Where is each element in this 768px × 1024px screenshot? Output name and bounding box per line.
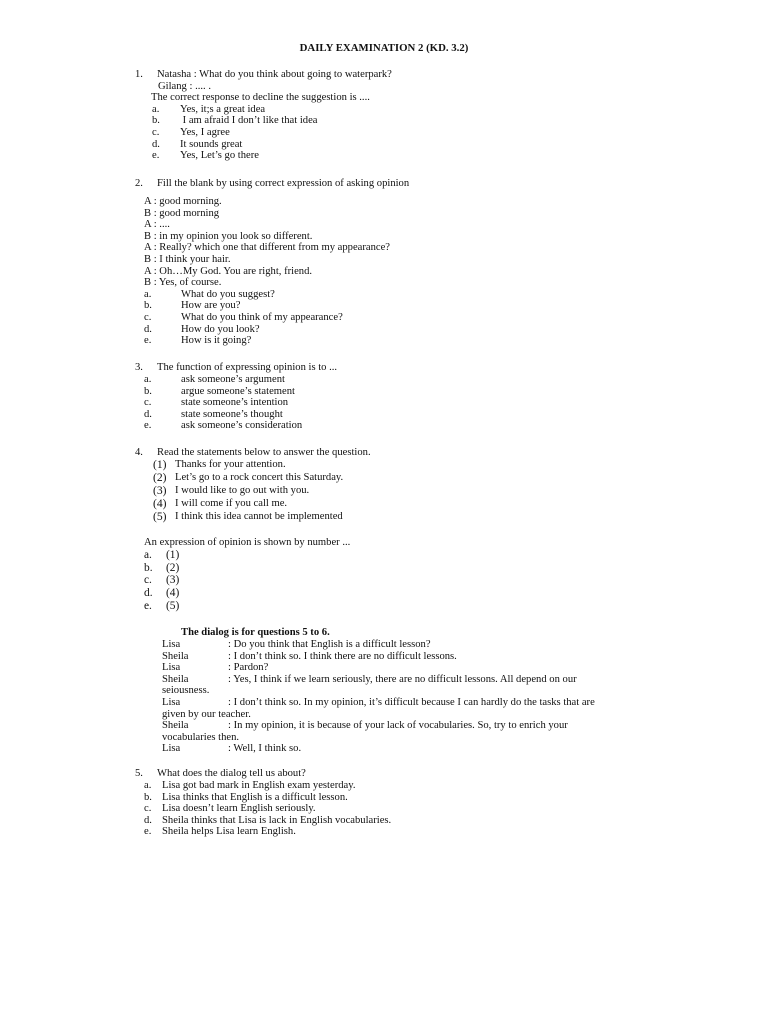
question-2-dialog [144,196,390,347]
question-3 [135,362,337,374]
dialog-row [162,697,667,709]
answer-option-a[interactable]: a. What do you suggest? [144,288,275,300]
answer-option-d[interactable]: d. It sounds great [152,138,243,150]
answer-option-c[interactable]: c. (3) [144,574,180,587]
answer-option-a[interactable]: a. ask someone’s argument [144,374,285,385]
question-prompt: The correct response to decline the suggestion is .... [151,92,370,104]
question-prompt: Fill the blank by using correct expression of asking opinion [157,178,410,189]
dialog-row [162,720,667,732]
answer-option-d[interactable]: d. Sheila thinks that Lisa is lack in English vocabularies. [144,814,392,826]
answer-option-c[interactable]: c. Yes, I agree [152,126,230,138]
answer-option-b[interactable]: b. How are you? [144,300,241,312]
dialog-line: B : I think your hair. [144,253,231,265]
dialog-line: B : Yes, of course. [144,277,222,289]
speaker-name: Sheila [162,673,189,685]
question-5-options [144,780,391,838]
question-4-answer [144,537,350,613]
dialog-text: : Do you think that English is a difficult lesson? [228,639,431,650]
answer-option-d[interactable]: d. (4) [144,587,180,600]
dialog-continuation: vocabularies then. [162,731,240,743]
dialog-row [162,662,667,674]
question-number: 3. [135,362,143,373]
dialog-row [162,674,667,686]
dialog-text: : In my opinion, it is because of your lack of vocabularies. So, try to enrich your [228,720,568,732]
dialog-line: A : good morning. [144,196,222,207]
speaker-name: Lisa [162,639,181,650]
speaker-name: Sheila [162,650,189,662]
statement-item: (5) I think this idea cannot be implemented [153,509,343,523]
dialog-line: A : Oh…My God. You are right, friend. [144,265,313,277]
statement-list [153,459,343,523]
question-prompt: Read the statements below to answer the question. [157,447,371,458]
document-title: DAILY EXAMINATION 2 (KD. 3.2) [299,42,469,54]
dialog-text: : Well, I think so. [228,743,302,755]
answer-option-b[interactable]: b. argue someone’s statement [144,385,295,397]
question-5 [135,768,306,780]
question-3-options [144,374,302,432]
answer-option-e[interactable]: e. Yes, Let’s go there [152,150,259,162]
dialog-line: A : .... [144,219,170,231]
question-number: 1. [135,69,143,80]
question-2 [135,178,409,190]
dialog-block [162,639,667,755]
dialog-line: B : good morning [144,207,220,219]
dialog-text: : I don’t think so. In my opinion, it’s difficult because I can hardly do the tasks that are [228,696,595,708]
dialog-line: A : Really? which one that different from my appearance? [144,242,391,254]
dialog-row [162,651,667,663]
dialog-line: Gilang : .... . [158,80,211,92]
speaker-name: Lisa [162,743,181,755]
dialog-text: : Yes, I think if we learn seriously, there are no difficult lessons. All depend on our [228,673,577,685]
answer-option-b[interactable]: b. Lisa thinks that English is a difficult lesson. [144,791,348,803]
question-prompt: An expression of opinion is shown by number ... [144,537,351,548]
question-prompt: What does the dialog tell us about? [157,768,306,779]
dialog-continuation: seiousness. [162,685,210,697]
answer-option-a[interactable]: a. Yes, it;s a great idea [152,103,266,115]
statement-item: (1) Thanks for your attention. [153,458,286,471]
question-number: 5. [135,768,143,779]
dialog-row [162,743,667,755]
question-prompt: The function of expressing opinion is to ... [157,362,338,373]
speaker-name: Sheila [162,720,189,732]
dialog-text: : I don’t think so. I think there are no difficult lessons. [228,650,457,662]
answer-option-c[interactable]: c. state someone’s intention [144,397,289,409]
dialog-row [162,639,667,651]
answer-option-e[interactable]: e. Sheila helps Lisa learn English. [144,826,296,838]
statement-item: (3) I would like to go out with you. [153,483,310,497]
dialog-text: : Pardon? [228,662,269,674]
question-4 [135,447,371,459]
answer-option-d[interactable]: d. How do you look? [144,323,260,335]
dialog-continuation: given by our teacher. [162,708,251,720]
answer-option-e[interactable]: e. How is it going? [144,335,252,347]
question-number: 4. [135,447,143,458]
answer-option-e[interactable]: e. ask someone’s consideration [144,420,303,432]
statement-item: (2) Let’s go to a rock concert this Saturday. [153,470,344,484]
dialog-line: Natasha : What do you think about going to waterpark? [157,69,392,80]
statement-item: (4) I will come if you call me. [153,496,288,510]
dialog-line: B : in my opinion you look so different. [144,230,313,242]
answer-option-c[interactable]: c. Lisa doesn’t learn English seriously. [144,803,316,815]
speaker-name: Lisa [162,662,181,674]
question-1 [135,69,392,162]
answer-option-b[interactable]: b. I am afraid I don’t like that idea [152,115,318,127]
speaker-name: Lisa [162,696,181,708]
answer-option-a[interactable]: a. Lisa got bad mark in English exam yesterday. [144,780,356,791]
dialog-heading: The dialog is for questions 5 to 6. [181,627,330,638]
question-number: 2. [135,178,143,189]
answer-option-d[interactable]: d. state someone’s thought [144,408,283,420]
answer-option-c[interactable]: c. What do you think of my appearance? [144,311,343,323]
answer-option-a[interactable]: a. (1) [144,548,180,561]
answer-option-b[interactable]: b. (2) [144,561,180,574]
answer-option-e[interactable]: e. (5) [144,600,180,613]
